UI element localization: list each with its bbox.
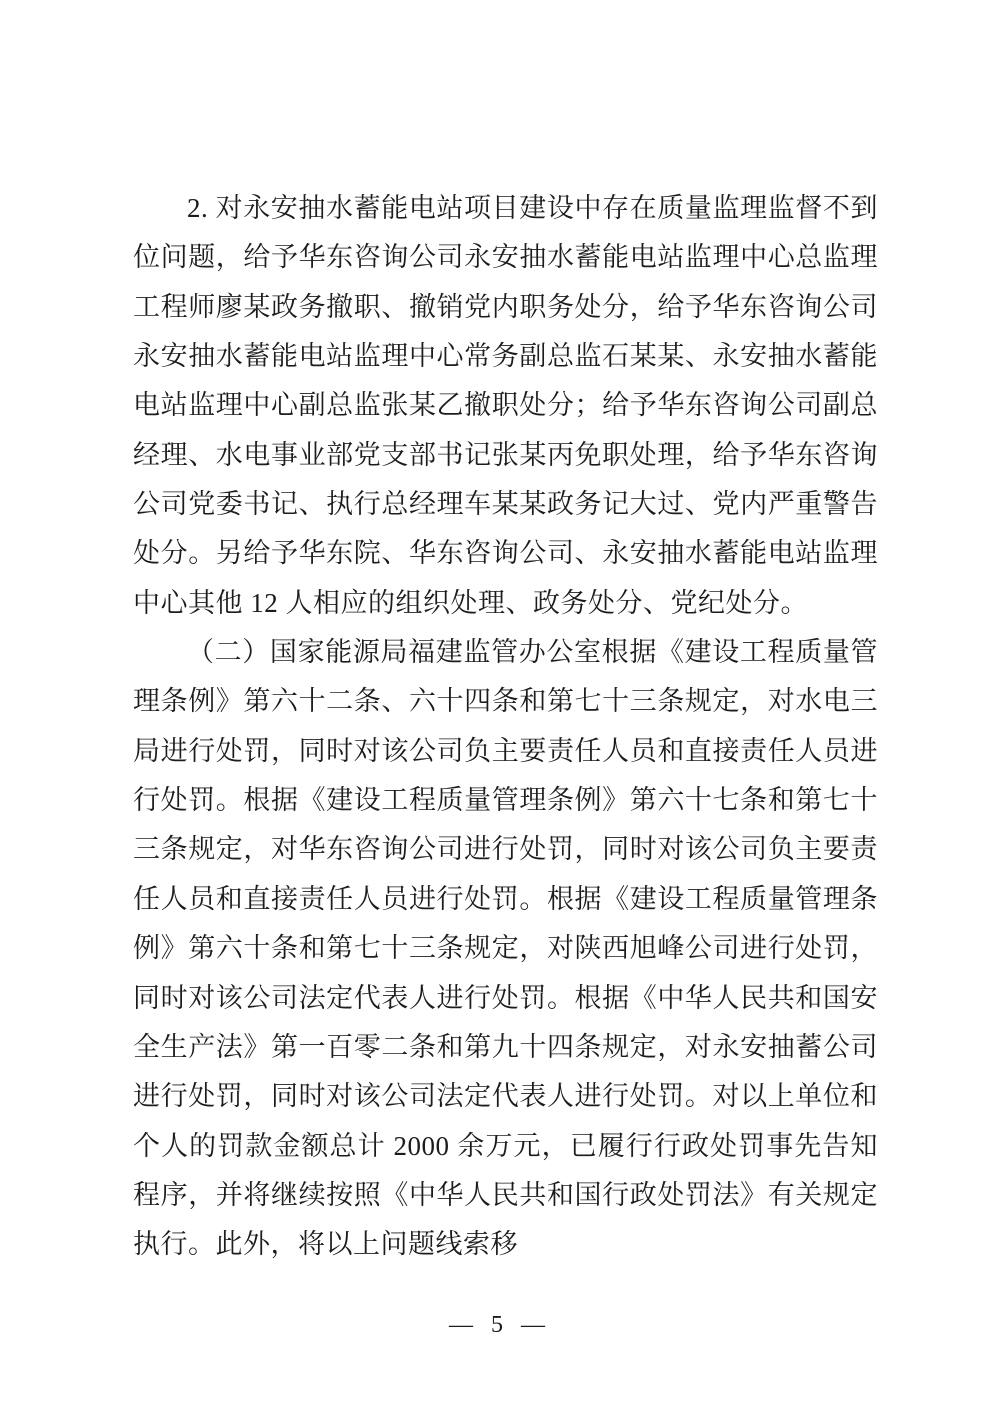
body-paragraph-penalties-companies: （二）国家能源局福建监管办公室根据《建设工程质量管理条例》第六十二条、六十四条和第七十三条规定，对水电三局进行处罚，同时对该公司负主要责任人员和直接责任人员进行处罚。根据《建设工程质量管理条例》第六十七条和第七十三条规定，对华东咨询公司进行处罚，同时对该公司负主要责任人员和直接责任人员进行处罚。根据《建设工程质量管理条例》第六十条和第七十三条规定，对陕西旭峰公司进行处罚，同时对该公司法定代表人进行处罚。根据《中华人民共和国安全生产法》第一百零二条和第九十四条规定，对永安抽蓄公司进行处罚，同时对该公司法定代表人进行处罚。对以上单位和个人的罚款金额总计 2000 余万元，已履行行政处罚事先告知程序，并将继续按照《中华人民共和国行政处罚法》有关规定执行。此外，将以上问题线索移 <box>133 637 878 1260</box>
body-paragraph-penalties-personnel: 2. 对永安抽水蓄能电站项目建设中存在质量监理监督不到位问题，给予华东咨询公司永安抽水蓄能电站监理中心总监理工程师廖某政务撤职、撤销党内职务处分，给予华东咨询公司永安抽水蓄能电站监理中心常务副总监石某某、永安抽水蓄能电站监理中心副总监张某乙撤职处分；给予华东咨询公司副总经理、水电事业部党支部书记张某丙免职处理，给予华东咨询公司党委书记、执行总经理车某某政务记大过、党内严重警告处分。另给予华东院、华东咨询公司、永安抽水蓄能电站监理中心其他 12 人相应的组织处理、政务处分、党纪处分。 <box>133 193 878 618</box>
body-text <box>133 184 878 1270</box>
page-number: — 5 — <box>449 1312 551 1338</box>
